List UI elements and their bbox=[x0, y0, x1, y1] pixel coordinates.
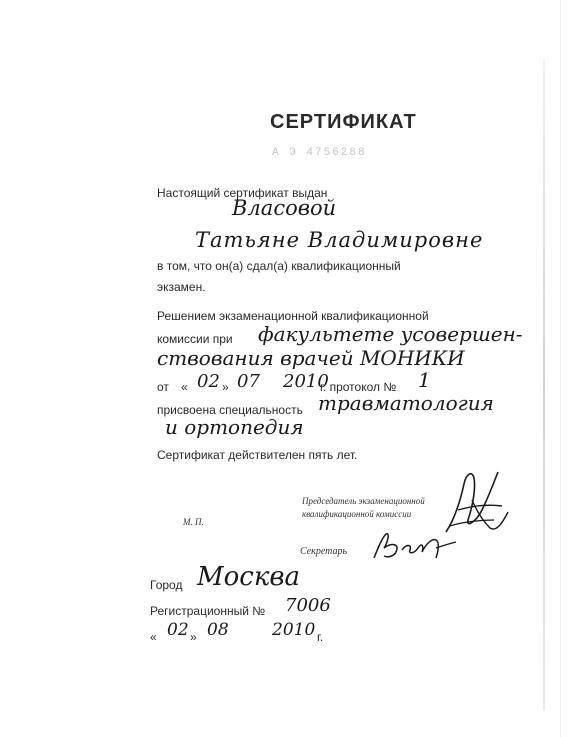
decision-text: Решением экзаменационной квалификационной bbox=[157, 309, 429, 323]
exam-word: экзамен. bbox=[157, 280, 206, 294]
chair-label-line-1: Председатель экзаменационной bbox=[302, 496, 425, 506]
registration-label: Регистрационный № bbox=[150, 604, 266, 618]
recipient-name-patronymic: Татьяне Владимировне bbox=[195, 228, 484, 252]
date-close-quote: » bbox=[222, 380, 229, 394]
faculty-line-1: факультете усовершен- bbox=[258, 322, 523, 346]
date-day: 02 bbox=[197, 371, 220, 392]
issue-month: 08 bbox=[207, 620, 229, 640]
commission-prefix: комиссии при bbox=[157, 332, 233, 346]
registration-number: 7006 bbox=[285, 595, 331, 616]
issue-year-suffix: г. bbox=[317, 630, 324, 644]
certificate-title: СЕРТИФИКАТ bbox=[270, 111, 417, 133]
issue-year: 2010 bbox=[272, 620, 316, 640]
date-year: 2010 bbox=[283, 371, 329, 392]
passed-exam-text: в том, что он(а) сдал(а) квалификационный bbox=[157, 259, 401, 273]
specialty-line-2: и ортопедия bbox=[165, 415, 304, 439]
serial-number: А Э 4756288 bbox=[272, 147, 367, 159]
scan-edge bbox=[543, 60, 545, 710]
recipient-surname: Власовой bbox=[232, 196, 337, 220]
date-prefix: от bbox=[157, 380, 169, 394]
issued-to-label: Настоящий сертификат выдан bbox=[157, 186, 328, 200]
protocol-label: г. протокол № bbox=[320, 380, 397, 394]
city-value: Москва bbox=[197, 562, 300, 592]
validity-text: Сертификат действителен пять лет. bbox=[157, 448, 358, 462]
specialty-line-1: травматология bbox=[318, 391, 494, 415]
secretary-signature bbox=[366, 526, 458, 566]
issue-day: 02 bbox=[167, 620, 189, 640]
secretary-label: Секретарь bbox=[300, 546, 348, 557]
chair-label-line-2: квалификационной комиссии bbox=[302, 509, 412, 519]
protocol-number: 1 bbox=[418, 368, 431, 392]
issue-open-quote: « bbox=[150, 630, 157, 644]
scan-edge bbox=[560, 0, 561, 737]
faculty-line-2: ствования врачей МОНИКИ bbox=[157, 346, 465, 370]
date-open-quote: « bbox=[181, 380, 188, 394]
specialty-prefix: присвоена специальность bbox=[157, 403, 303, 417]
date-month: 07 bbox=[237, 371, 260, 392]
issue-close-quote: » bbox=[190, 630, 197, 644]
stamp-label: М. П. bbox=[183, 517, 204, 527]
city-label: Город bbox=[150, 578, 183, 592]
